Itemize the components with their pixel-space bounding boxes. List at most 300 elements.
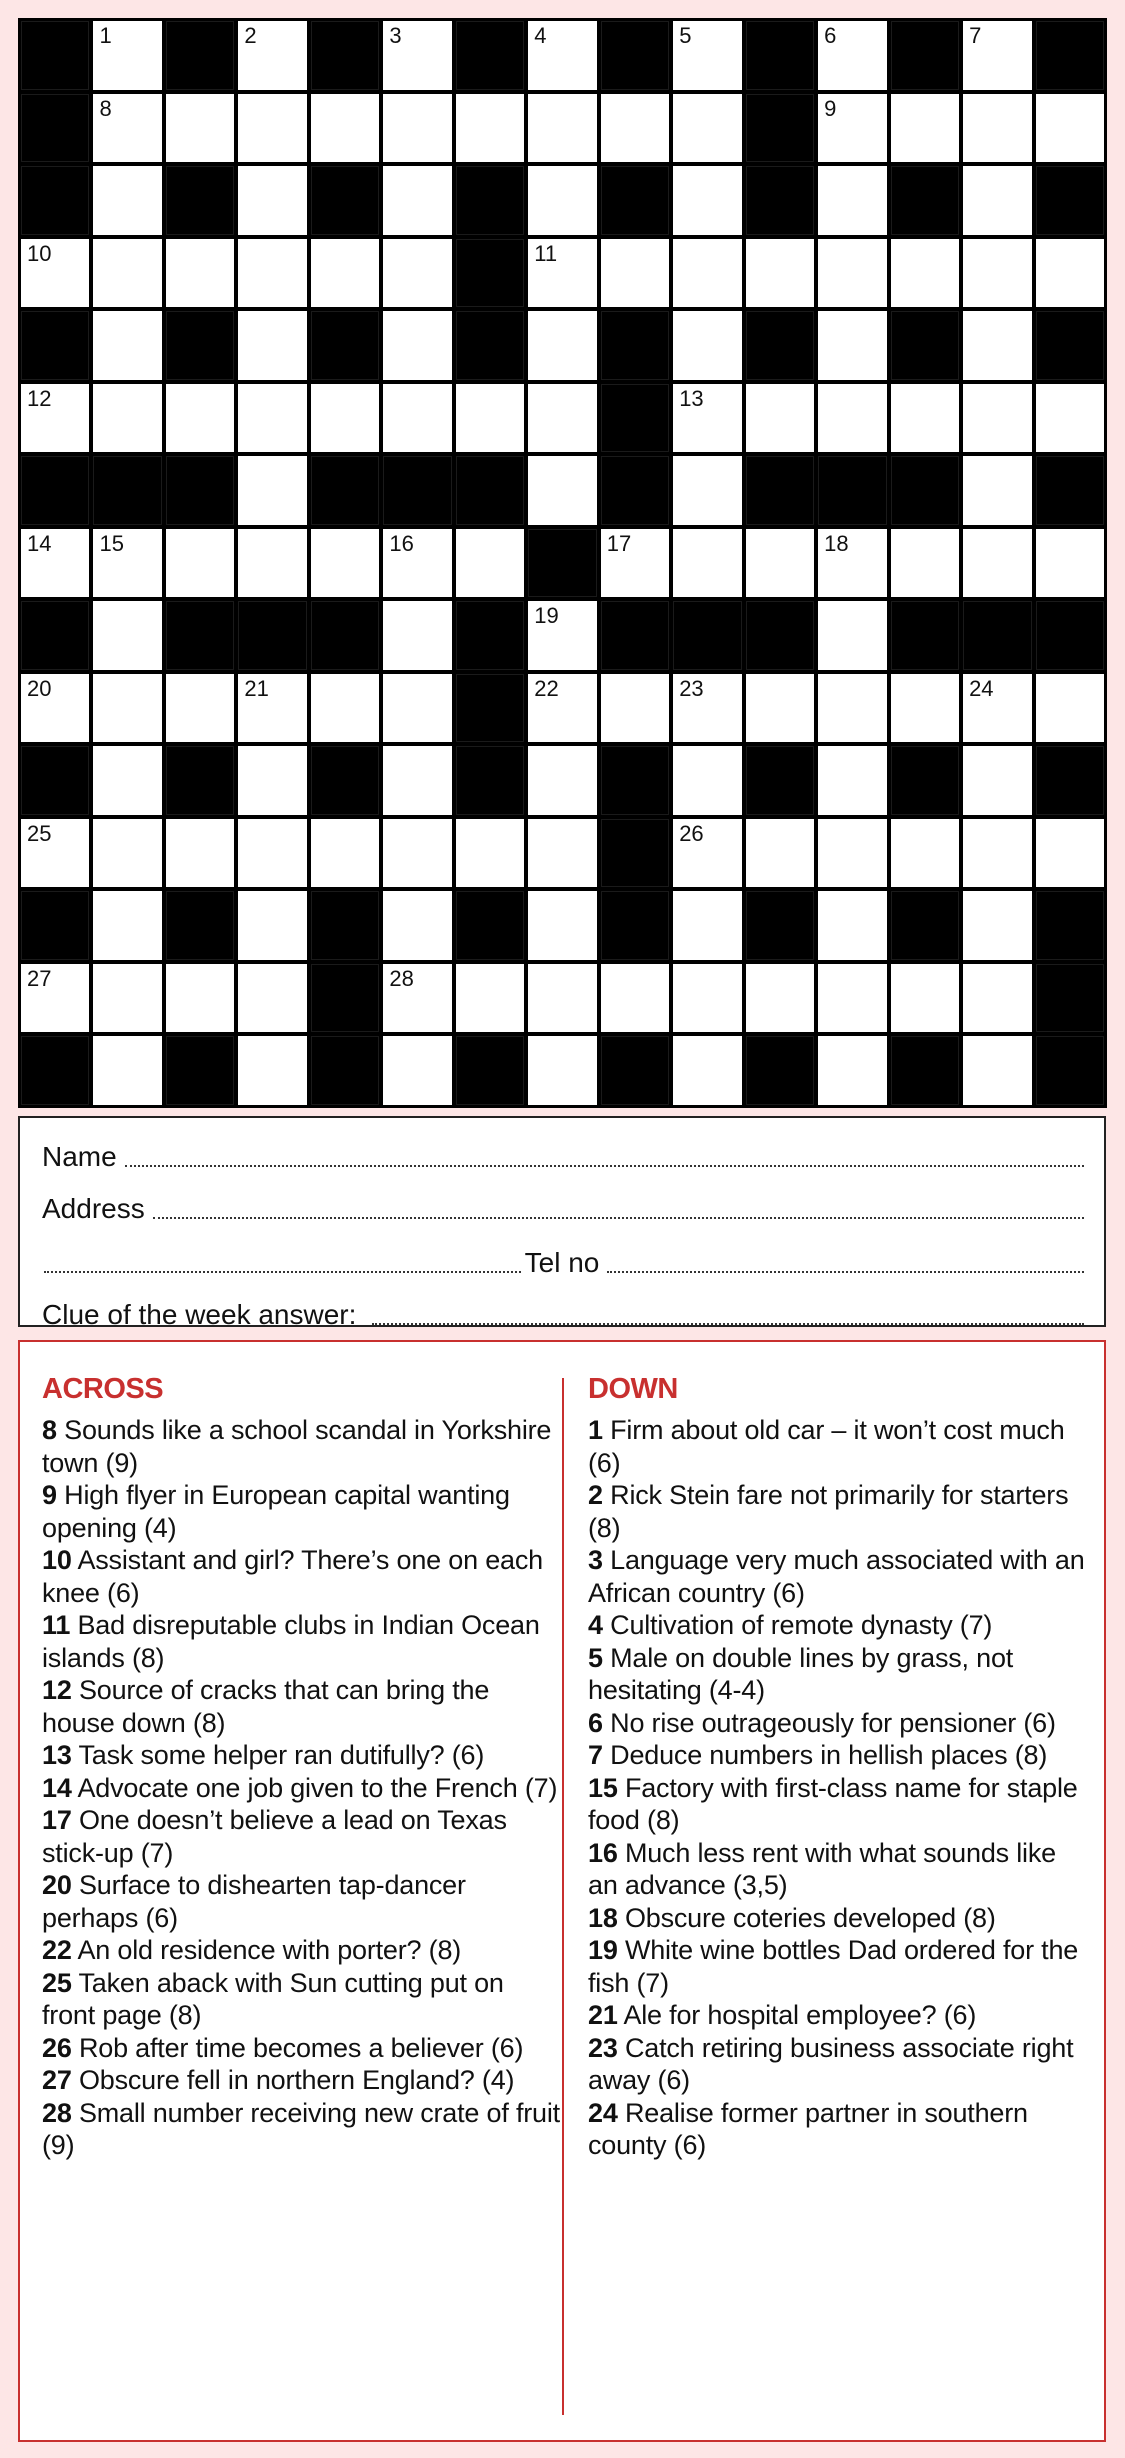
entry-form [18, 1116, 1106, 1330]
grid-cell[interactable] [311, 674, 379, 743]
grid-cell[interactable] [891, 674, 959, 743]
across-clue [42, 1479, 562, 1544]
grid-cell[interactable] [93, 674, 161, 743]
clue-number: 19 [534, 603, 559, 629]
grid-block [166, 21, 234, 90]
clue-text: Advocate one job given to the French (7) [77, 1772, 558, 1803]
name-row [42, 1142, 1084, 1172]
clue-number: 28 [42, 2097, 72, 2128]
grid-cell[interactable] [166, 674, 234, 743]
grid-block [601, 166, 669, 235]
grid-cell[interactable] [238, 94, 306, 163]
grid-cell[interactable] [311, 94, 379, 163]
grid-block [601, 21, 669, 90]
grid-cell[interactable] [383, 94, 451, 163]
clue-text: Language very much associated with an African country (6) [588, 1545, 1085, 1608]
grid-block [238, 601, 306, 670]
grid-cell[interactable] [238, 746, 306, 815]
grid-block [166, 311, 234, 380]
grid-cell[interactable] [238, 21, 306, 90]
grid-cell[interactable] [818, 1036, 886, 1105]
grid-cell[interactable] [311, 819, 379, 888]
grid-block [456, 1036, 524, 1105]
grid-block [746, 21, 814, 90]
grid-cell[interactable] [93, 601, 161, 670]
clue-text: Obscure fell in northern England? (4) [78, 2065, 515, 2095]
grid-cell[interactable] [21, 384, 89, 453]
grid-cell[interactable] [746, 964, 814, 1033]
down-clue [588, 1837, 1088, 1902]
tel-label: Tel no [524, 1247, 600, 1278]
tel-field[interactable] [607, 1271, 1084, 1273]
grid-cell[interactable] [818, 311, 886, 380]
grid-cell[interactable] [528, 166, 596, 235]
clue-number: 17 [606, 530, 632, 556]
clue-text: High flyer in European capital wanting opening (4) [42, 1480, 510, 1543]
grid-cell[interactable] [383, 529, 451, 598]
clue-text: No rise outrageously for pensioner (6) [610, 1707, 1056, 1738]
grid-cell[interactable] [238, 964, 306, 1033]
grid-cell[interactable] [238, 311, 306, 380]
grid-cell[interactable] [383, 384, 451, 453]
clue-text: Firm about old car – it won’t cost much (6) [588, 1415, 1065, 1478]
clue-number: 20 [42, 1870, 72, 1900]
grid-cell[interactable] [93, 746, 161, 815]
grid-cell[interactable] [1036, 384, 1104, 453]
grid-cell[interactable] [673, 94, 741, 163]
down-clue [588, 1707, 1088, 1740]
grid-block [166, 891, 234, 960]
clue-number: 21 [244, 675, 269, 701]
clue-number: 3 [389, 23, 402, 48]
grid-cell[interactable] [456, 94, 524, 163]
clue-answer-row [42, 1300, 1084, 1330]
clue-number: 6 [588, 1707, 603, 1738]
grid-cell[interactable] [528, 384, 596, 453]
grid-cell[interactable] [673, 529, 741, 598]
grid-cell[interactable] [1036, 819, 1104, 888]
grid-block [1036, 891, 1104, 960]
grid-cell[interactable] [93, 94, 161, 163]
grid-block [311, 964, 379, 1033]
grid-cell[interactable] [601, 964, 669, 1033]
grid-cell[interactable] [746, 239, 814, 308]
across-clue-list [42, 1414, 562, 2162]
grid-cell[interactable] [673, 456, 741, 525]
across-clue [42, 2097, 562, 2162]
down-clue [588, 1999, 1088, 2032]
grid-cell[interactable] [673, 891, 741, 960]
grid-block [311, 746, 379, 815]
grid-cell[interactable] [528, 1036, 596, 1105]
grid-block [456, 891, 524, 960]
grid-cell[interactable] [93, 819, 161, 888]
grid-block [456, 674, 524, 743]
grid-cell[interactable] [818, 94, 886, 163]
across-clue [42, 1414, 562, 1479]
grid-cell[interactable] [1036, 94, 1104, 163]
grid-cell[interactable] [456, 529, 524, 598]
grid-block [456, 601, 524, 670]
grid-block [21, 456, 89, 525]
clue-number: 1 [588, 1415, 603, 1445]
clue-text: Factory with first-class name for staple food (8) [588, 1772, 1078, 1835]
name-field[interactable] [125, 1165, 1084, 1167]
grid-cell[interactable] [528, 746, 596, 815]
grid-cell[interactable] [456, 384, 524, 453]
grid-block [528, 529, 596, 598]
grid-cell[interactable] [383, 311, 451, 380]
grid-cell[interactable] [963, 964, 1031, 1033]
clue-number: 14 [27, 530, 52, 556]
grid-cell[interactable] [818, 819, 886, 888]
grid-block [601, 311, 669, 380]
grid-cell[interactable] [818, 964, 886, 1033]
clue-number: 19 [588, 1935, 618, 1965]
grid-cell[interactable] [21, 529, 89, 598]
grid-block [746, 746, 814, 815]
grid-cell[interactable] [166, 819, 234, 888]
down-column [588, 1372, 1088, 2162]
grid-cell[interactable] [673, 311, 741, 380]
grid-cell[interactable] [818, 674, 886, 743]
grid-cell[interactable] [528, 239, 596, 308]
clue-number: 25 [42, 1967, 72, 1998]
clue-number: 7 [588, 1740, 603, 1770]
down-clue [588, 1642, 1088, 1707]
address-field-line2[interactable] [44, 1271, 521, 1273]
grid-cell[interactable] [21, 239, 89, 308]
grid-cell[interactable] [456, 819, 524, 888]
across-clue [42, 1739, 562, 1772]
grid-cell[interactable] [601, 94, 669, 163]
across-clue [42, 1967, 562, 2032]
grid-block [311, 1036, 379, 1105]
grid-block [891, 891, 959, 960]
grid-cell[interactable] [238, 166, 306, 235]
grid-cell[interactable] [238, 456, 306, 525]
grid-block [1036, 746, 1104, 815]
grid-cell[interactable] [963, 166, 1031, 235]
grid-cell[interactable] [383, 21, 451, 90]
clue-number: 13 [679, 385, 704, 411]
grid-block [891, 1036, 959, 1105]
clue-number: 11 [42, 1610, 71, 1640]
clue-text: Male on double lines by grass, not hesitating (4-4) [588, 1642, 1014, 1705]
grid-block [1036, 964, 1104, 1033]
grid-cell[interactable] [673, 1036, 741, 1105]
grid-cell[interactable] [166, 384, 234, 453]
address-field[interactable] [153, 1217, 1084, 1219]
grid-block [891, 166, 959, 235]
clue-answer-field[interactable] [372, 1323, 1084, 1325]
grid-cell[interactable] [818, 166, 886, 235]
clue-text: Ale for hospital employee? (6) [623, 2000, 977, 2030]
clues-panel [18, 1340, 1106, 2442]
grid-block [673, 601, 741, 670]
grid-cell[interactable] [238, 239, 306, 308]
grid-cell[interactable] [673, 384, 741, 453]
grid-cell[interactable] [238, 384, 306, 453]
grid-cell[interactable] [963, 239, 1031, 308]
grid-cell[interactable] [818, 746, 886, 815]
grid-block [166, 746, 234, 815]
grid-cell[interactable] [673, 964, 741, 1033]
grid-cell[interactable] [93, 166, 161, 235]
down-clue [588, 1902, 1088, 1935]
grid-cell[interactable] [528, 21, 596, 90]
grid-block [21, 166, 89, 235]
grid-block [166, 1036, 234, 1105]
grid-cell[interactable] [963, 21, 1031, 90]
grid-cell[interactable] [1036, 529, 1104, 598]
grid-cell[interactable] [1036, 674, 1104, 743]
grid-cell[interactable] [166, 94, 234, 163]
grid-cell[interactable] [963, 384, 1031, 453]
grid-cell[interactable] [891, 819, 959, 888]
grid-cell[interactable] [383, 601, 451, 670]
address-label: Address [42, 1193, 145, 1224]
clue-text: Obscure coteries developed (8) [624, 1902, 996, 1933]
grid-cell[interactable] [238, 819, 306, 888]
grid-cell[interactable] [963, 311, 1031, 380]
grid-block [166, 601, 234, 670]
grid-cell[interactable] [963, 94, 1031, 163]
grid-cell[interactable] [383, 746, 451, 815]
grid-cell[interactable] [93, 21, 161, 90]
clue-number: 24 [588, 2097, 618, 2128]
column-divider [562, 1378, 564, 2415]
grid-cell[interactable] [166, 239, 234, 308]
grid-cell[interactable] [93, 964, 161, 1033]
grid-cell[interactable] [673, 746, 741, 815]
grid-cell[interactable] [673, 239, 741, 308]
clue-number: 6 [824, 23, 837, 48]
clue-number: 18 [824, 530, 849, 556]
grid-cell[interactable] [818, 384, 886, 453]
grid-block [1036, 601, 1104, 670]
clue-text: Bad disreputable clubs in Indian Ocean islands (8) [42, 1610, 540, 1673]
grid-cell[interactable] [891, 964, 959, 1033]
grid-block [601, 384, 669, 453]
grid-block [21, 891, 89, 960]
grid-cell[interactable] [673, 21, 741, 90]
grid-cell[interactable] [528, 891, 596, 960]
grid-block [818, 456, 886, 525]
clue-number: 3 [588, 1545, 603, 1575]
across-clue [42, 1804, 562, 1869]
down-clue [588, 1934, 1088, 1999]
grid-cell[interactable] [818, 891, 886, 960]
across-clue [42, 2064, 562, 2097]
grid-cell[interactable] [601, 239, 669, 308]
grid-cell[interactable] [383, 674, 451, 743]
clue-number: 10 [27, 240, 52, 266]
clue-text: Source of cracks that can bring the house down (8) [42, 1675, 490, 1738]
clue-text: Deduce numbers in hellish places (8) [610, 1740, 1048, 1770]
clue-number: 4 [588, 1610, 603, 1640]
grid-cell[interactable] [673, 819, 741, 888]
clue-number: 21 [588, 2000, 618, 2030]
clue-text: Cultivation of remote dynasty (7) [610, 1610, 993, 1640]
grid-cell[interactable] [528, 311, 596, 380]
across-heading: ACROSS [42, 1373, 164, 1405]
grid-cell[interactable] [963, 819, 1031, 888]
clue-number: 27 [27, 965, 52, 991]
grid-cell[interactable] [818, 239, 886, 308]
grid-cell[interactable] [311, 384, 379, 453]
grid-cell[interactable] [1036, 239, 1104, 308]
grid-cell[interactable] [891, 384, 959, 453]
clue-number: 25 [27, 820, 52, 846]
clue-number: 22 [42, 1935, 72, 1965]
grid-cell[interactable] [963, 1036, 1031, 1105]
grid-cell[interactable] [673, 166, 741, 235]
clue-text: Small number receiving new crate of fruit (9) [42, 2097, 560, 2160]
grid-cell[interactable] [746, 819, 814, 888]
down-clue [588, 1739, 1088, 1772]
grid-cell[interactable] [21, 964, 89, 1033]
grid-cell[interactable] [383, 891, 451, 960]
grid-block [456, 166, 524, 235]
grid-cell[interactable] [528, 601, 596, 670]
clue-number: 28 [389, 965, 414, 991]
clue-text: White wine bottles Dad ordered for the fish (7) [588, 1935, 1079, 1998]
down-clue [588, 1544, 1088, 1609]
clue-text: Sounds like a school scandal in Yorkshire town (9) [42, 1415, 552, 1478]
grid-cell[interactable] [383, 166, 451, 235]
grid-cell[interactable] [166, 964, 234, 1033]
grid-block [601, 891, 669, 960]
grid-cell[interactable] [383, 964, 451, 1033]
grid-cell[interactable] [383, 239, 451, 308]
grid-block [311, 601, 379, 670]
down-clue [588, 1414, 1088, 1479]
grid-cell[interactable] [891, 529, 959, 598]
grid-cell[interactable] [311, 529, 379, 598]
grid-cell[interactable] [238, 529, 306, 598]
crossword-grid [18, 18, 1107, 1108]
clue-number: 8 [42, 1415, 57, 1445]
clue-number: 9 [824, 95, 837, 121]
clue-number: 24 [969, 675, 994, 701]
grid-block [21, 94, 89, 163]
across-column [42, 1372, 562, 2162]
grid-cell[interactable] [601, 529, 669, 598]
clue-number: 5 [588, 1642, 603, 1673]
clue-number: 18 [588, 1902, 618, 1933]
grid-cell[interactable] [93, 311, 161, 380]
grid-cell[interactable] [528, 819, 596, 888]
grid-cell[interactable] [746, 529, 814, 598]
grid-cell[interactable] [818, 529, 886, 598]
grid-block [166, 456, 234, 525]
across-clue [42, 1934, 562, 1967]
clue-number: 9 [42, 1480, 57, 1510]
grid-block [311, 891, 379, 960]
grid-block [456, 239, 524, 308]
name-label: Name [42, 1141, 117, 1172]
grid-cell[interactable] [963, 456, 1031, 525]
grid-cell[interactable] [891, 239, 959, 308]
grid-cell[interactable] [383, 1036, 451, 1105]
grid-cell[interactable] [21, 819, 89, 888]
clue-number: 12 [27, 385, 52, 411]
grid-cell[interactable] [818, 21, 886, 90]
clue-number: 27 [42, 2065, 72, 2095]
grid-block [601, 456, 669, 525]
grid-block [456, 21, 524, 90]
grid-block [601, 601, 669, 670]
grid-cell[interactable] [238, 674, 306, 743]
grid-cell[interactable] [963, 529, 1031, 598]
grid-block [456, 746, 524, 815]
grid-cell[interactable] [93, 239, 161, 308]
grid-cell[interactable] [238, 1036, 306, 1105]
grid-block [963, 601, 1031, 670]
grid-cell[interactable] [673, 674, 741, 743]
grid-block [21, 746, 89, 815]
grid-block [311, 311, 379, 380]
grid-cell[interactable] [93, 1036, 161, 1105]
clue-number: 16 [389, 530, 414, 556]
grid-cell[interactable] [963, 891, 1031, 960]
grid-cell[interactable] [93, 529, 161, 598]
clue-text: Task some helper ran dutifully? (6) [78, 1740, 485, 1770]
grid-cell[interactable] [891, 94, 959, 163]
grid-cell[interactable] [528, 674, 596, 743]
clue-number: 7 [969, 23, 982, 48]
across-clue [42, 1869, 562, 1934]
clue-number: 8 [99, 95, 112, 121]
clue-number: 17 [42, 1805, 72, 1835]
grid-block [311, 166, 379, 235]
clue-number: 22 [534, 675, 559, 701]
clue-number: 26 [42, 2032, 72, 2063]
grid-cell[interactable] [528, 456, 596, 525]
grid-cell[interactable] [528, 94, 596, 163]
grid-cell[interactable] [238, 891, 306, 960]
clue-number: 15 [99, 530, 124, 556]
grid-cell[interactable] [746, 674, 814, 743]
grid-cell[interactable] [456, 964, 524, 1033]
grid-cell[interactable] [601, 674, 669, 743]
grid-cell[interactable] [383, 819, 451, 888]
grid-cell[interactable] [963, 674, 1031, 743]
grid-cell[interactable] [93, 891, 161, 960]
clue-number: 5 [679, 23, 692, 48]
grid-block [746, 94, 814, 163]
grid-cell[interactable] [93, 384, 161, 453]
grid-cell[interactable] [311, 239, 379, 308]
grid-cell[interactable] [166, 529, 234, 598]
down-heading: DOWN [588, 1373, 678, 1405]
clue-text: Catch retiring business associate right away (6) [588, 2032, 1074, 2095]
grid-cell[interactable] [21, 674, 89, 743]
clue-number: 13 [42, 1740, 72, 1770]
grid-cell[interactable] [746, 384, 814, 453]
grid-cell[interactable] [963, 746, 1031, 815]
grid-cell[interactable] [818, 601, 886, 670]
clue-number: 1 [99, 23, 112, 48]
clue-number: 16 [588, 1837, 618, 1868]
grid-block [891, 601, 959, 670]
clue-number: 4 [534, 23, 547, 48]
grid-cell[interactable] [528, 964, 596, 1033]
grid-block [1036, 456, 1104, 525]
clue-text: Taken aback with Sun cutting put on front page (8) [42, 1967, 504, 2030]
clue-answer-label: Clue of the week answer: [42, 1299, 357, 1330]
